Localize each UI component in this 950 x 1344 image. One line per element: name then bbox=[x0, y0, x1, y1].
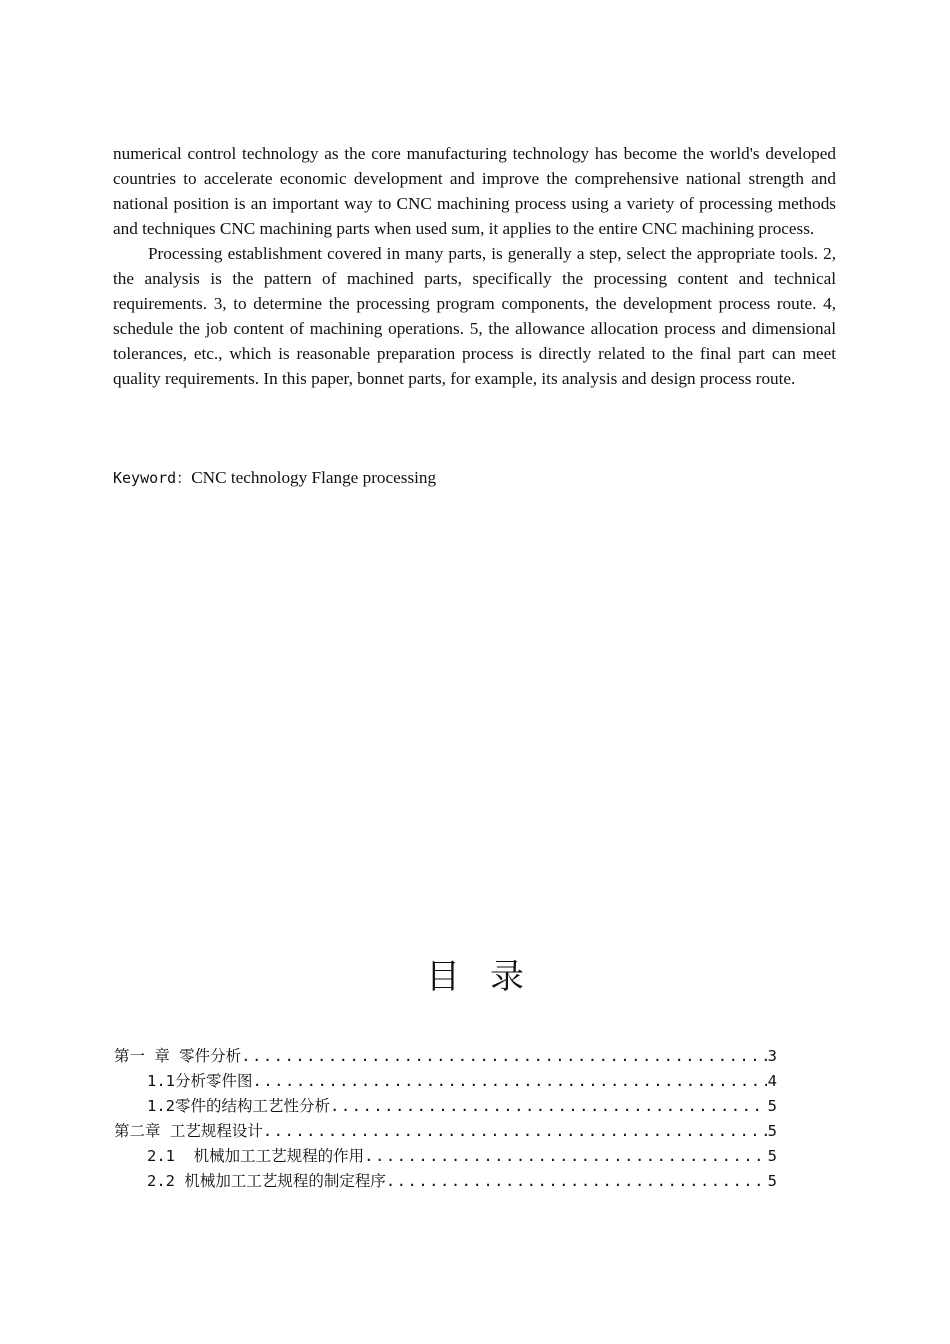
toc-page-number: 5 bbox=[767, 1122, 777, 1140]
english-abstract bbox=[113, 141, 836, 391]
toc-leader-dots bbox=[364, 1144, 766, 1169]
toc-entry[interactable] bbox=[114, 1169, 777, 1194]
toc-entry[interactable] bbox=[114, 1069, 777, 1094]
toc-entry[interactable] bbox=[114, 1119, 777, 1144]
toc-leader-dots bbox=[386, 1169, 767, 1194]
toc-page-number: 4 bbox=[767, 1072, 777, 1090]
toc-entry-text: 1.2零件的结构工艺性分析 bbox=[147, 1097, 330, 1115]
toc-page-number: 3 bbox=[767, 1047, 777, 1065]
toc-leader-dots bbox=[241, 1044, 766, 1069]
toc-page-number: 5 bbox=[767, 1097, 777, 1115]
toc-leader-dots bbox=[263, 1119, 767, 1144]
toc-entry-text: 第一 章 零件分析 bbox=[114, 1047, 242, 1065]
toc-entry[interactable] bbox=[114, 1094, 777, 1119]
table-of-contents bbox=[114, 1044, 777, 1194]
toc-leader-dots bbox=[330, 1094, 767, 1119]
toc-title: 目录 bbox=[426, 957, 554, 997]
toc-entry[interactable] bbox=[114, 1044, 777, 1069]
toc-leader-dots bbox=[253, 1069, 767, 1094]
toc-entry-text: 1.1分析零件图 bbox=[147, 1072, 253, 1090]
keyword-label: Keyword： bbox=[113, 469, 192, 487]
abstract-paragraph-2: Processing establishment covered in many parts, is generally a step, select the appropriate tools. 2, the analysis is the pattern of machined parts, specifically the processing content and technical requirements. 3, to determine the processing program components, the development process route. 4, schedule the job content of machining operations. 5, the allowance allocation process and dimensional tolerances, etc., which is reasonable preparation process is directly related to the final part can meet quality requirements. In this paper, bonnet parts, for example, its analysis and design process route. bbox=[113, 244, 836, 388]
toc-entry-text: 2.1 机械加工工艺规程的作用 bbox=[147, 1147, 365, 1165]
keyword-text: CNC technology Flange processing bbox=[191, 468, 437, 487]
toc-page-number: 5 bbox=[767, 1172, 777, 1190]
keywords-line bbox=[113, 465, 836, 491]
toc-page-number: 5 bbox=[767, 1147, 777, 1165]
abstract-paragraph-1: numerical control technology as the core manufacturing technology has become the world's developed countries to accelerate economic development and improve the comprehensive national strength and national position is an important way to CNC machining process using a variety of processing methods and techniques CNC machining parts when used sum, it applies to the entire CNC machining process. bbox=[113, 144, 836, 238]
toc-entry-text: 第二章 工艺规程设计 bbox=[114, 1122, 263, 1140]
toc-entry[interactable] bbox=[114, 1144, 777, 1169]
toc-entry-text: 2.2 机械加工工艺规程的制定程序 bbox=[147, 1172, 386, 1190]
